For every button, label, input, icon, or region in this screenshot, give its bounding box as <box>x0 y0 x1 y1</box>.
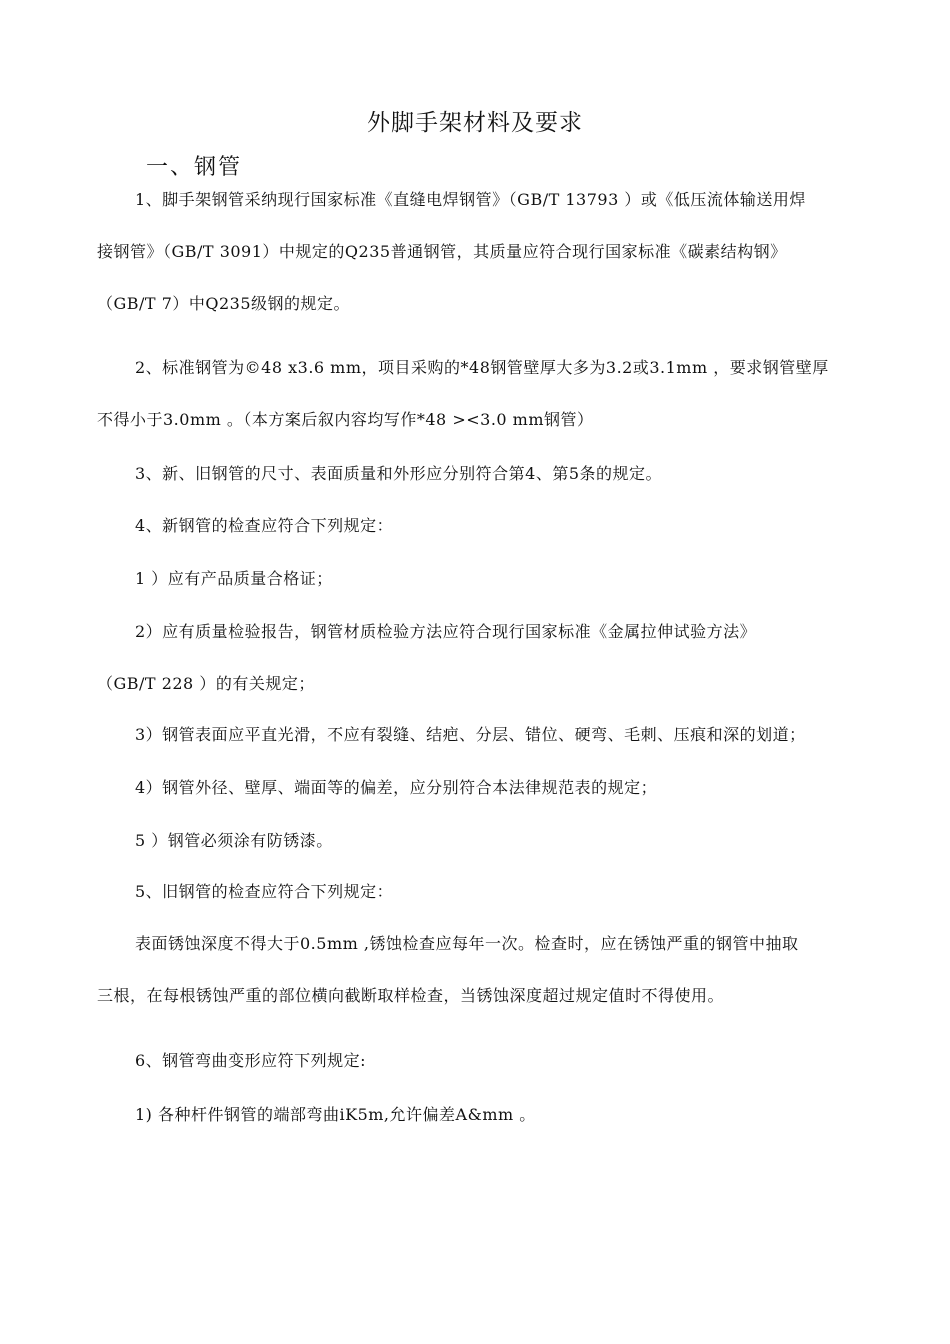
paragraph-line: 表面锈蚀深度不得大于0.5mm ,锈蚀检查应每年一次。检查时，应在锈蚀严重的钢管中抽取 <box>135 934 799 953</box>
paragraph-4 <box>97 500 877 552</box>
paragraph-line: 5、旧钢管的检查应符合下列规定： <box>135 882 394 901</box>
document-title: 外脚手架材料及要求 <box>367 110 583 136</box>
paragraph-5 <box>97 553 877 605</box>
paragraph-line: 3、新、旧钢管的尺寸、表面质量和外形应分别符合第4、第5条的规定。 <box>135 464 663 483</box>
paragraph-line: 4）钢管外径、壁厚、端面等的偏差，应分别符合本法律规范表的规定； <box>135 778 658 797</box>
paragraph-line: 6、钢管弯曲变形应符下列规定: <box>135 1051 367 1070</box>
paragraph-10 <box>97 866 877 918</box>
paragraph-line: 5 ）钢管必须涂有防锈漆。 <box>135 831 333 850</box>
paragraph-1 <box>97 174 877 330</box>
paragraph-line: 接钢管》（GB/T 3091）中规定的Q235普通钢管，其质量应符合现行国家标准《碳素结构钢》 <box>97 242 787 261</box>
paragraph-line: 4、新钢管的检查应符合下列规定： <box>135 516 394 535</box>
paragraph-2 <box>97 342 877 446</box>
paragraph-8 <box>97 762 877 814</box>
paragraph-line: 1、脚手架钢管采纳现行国家标准《直缝电焊钢管》（GB/T 13793 ）或《低压流体输送用焊 <box>135 190 806 209</box>
paragraph-line: （GB/T 228 ）的有关规定； <box>97 674 315 693</box>
paragraph-line: （GB/T 7）中Q235级钢的规定。 <box>97 294 351 313</box>
paragraph-line: 3）钢管表面应平直光滑，不应有裂缝、结疤、分层、错位、硬弯、毛刺、压痕和深的划道； <box>135 725 806 744</box>
paragraph-line: 2）应有质量检验报告，钢管材质检验方法应符合现行国家标准《金属拉伸试验方法》 <box>135 622 757 641</box>
paragraph-9 <box>97 815 877 867</box>
paragraph-line: 1) 各种杆件钢管的端部弯曲iK5m,允许偏差A&mm 。 <box>135 1105 536 1124</box>
paragraph-line: 2、标准钢管为©48 x3.6 mm，项目采购的*48钢管壁厚大多为3.2或3.1mm ，要求钢管壁厚 <box>135 358 829 377</box>
paragraph-7 <box>97 709 877 761</box>
paragraph-13 <box>97 1089 877 1141</box>
section-heading: 一、钢管 <box>146 155 243 180</box>
paragraph-6 <box>97 606 877 710</box>
paragraph-3 <box>97 448 877 500</box>
paragraph-12 <box>97 1035 877 1087</box>
paragraph-line: 不得小于3.0mm 。（本方案后叙内容均写作*48 ><3.0 mm钢管） <box>97 410 594 429</box>
paragraph-11 <box>97 918 877 1022</box>
paragraph-line: 1 ）应有产品质量合格证； <box>135 569 333 588</box>
paragraph-line: 三根，在每根锈蚀严重的部位横向截断取样检查，当锈蚀深度超过规定值时不得使用。 <box>97 986 725 1005</box>
